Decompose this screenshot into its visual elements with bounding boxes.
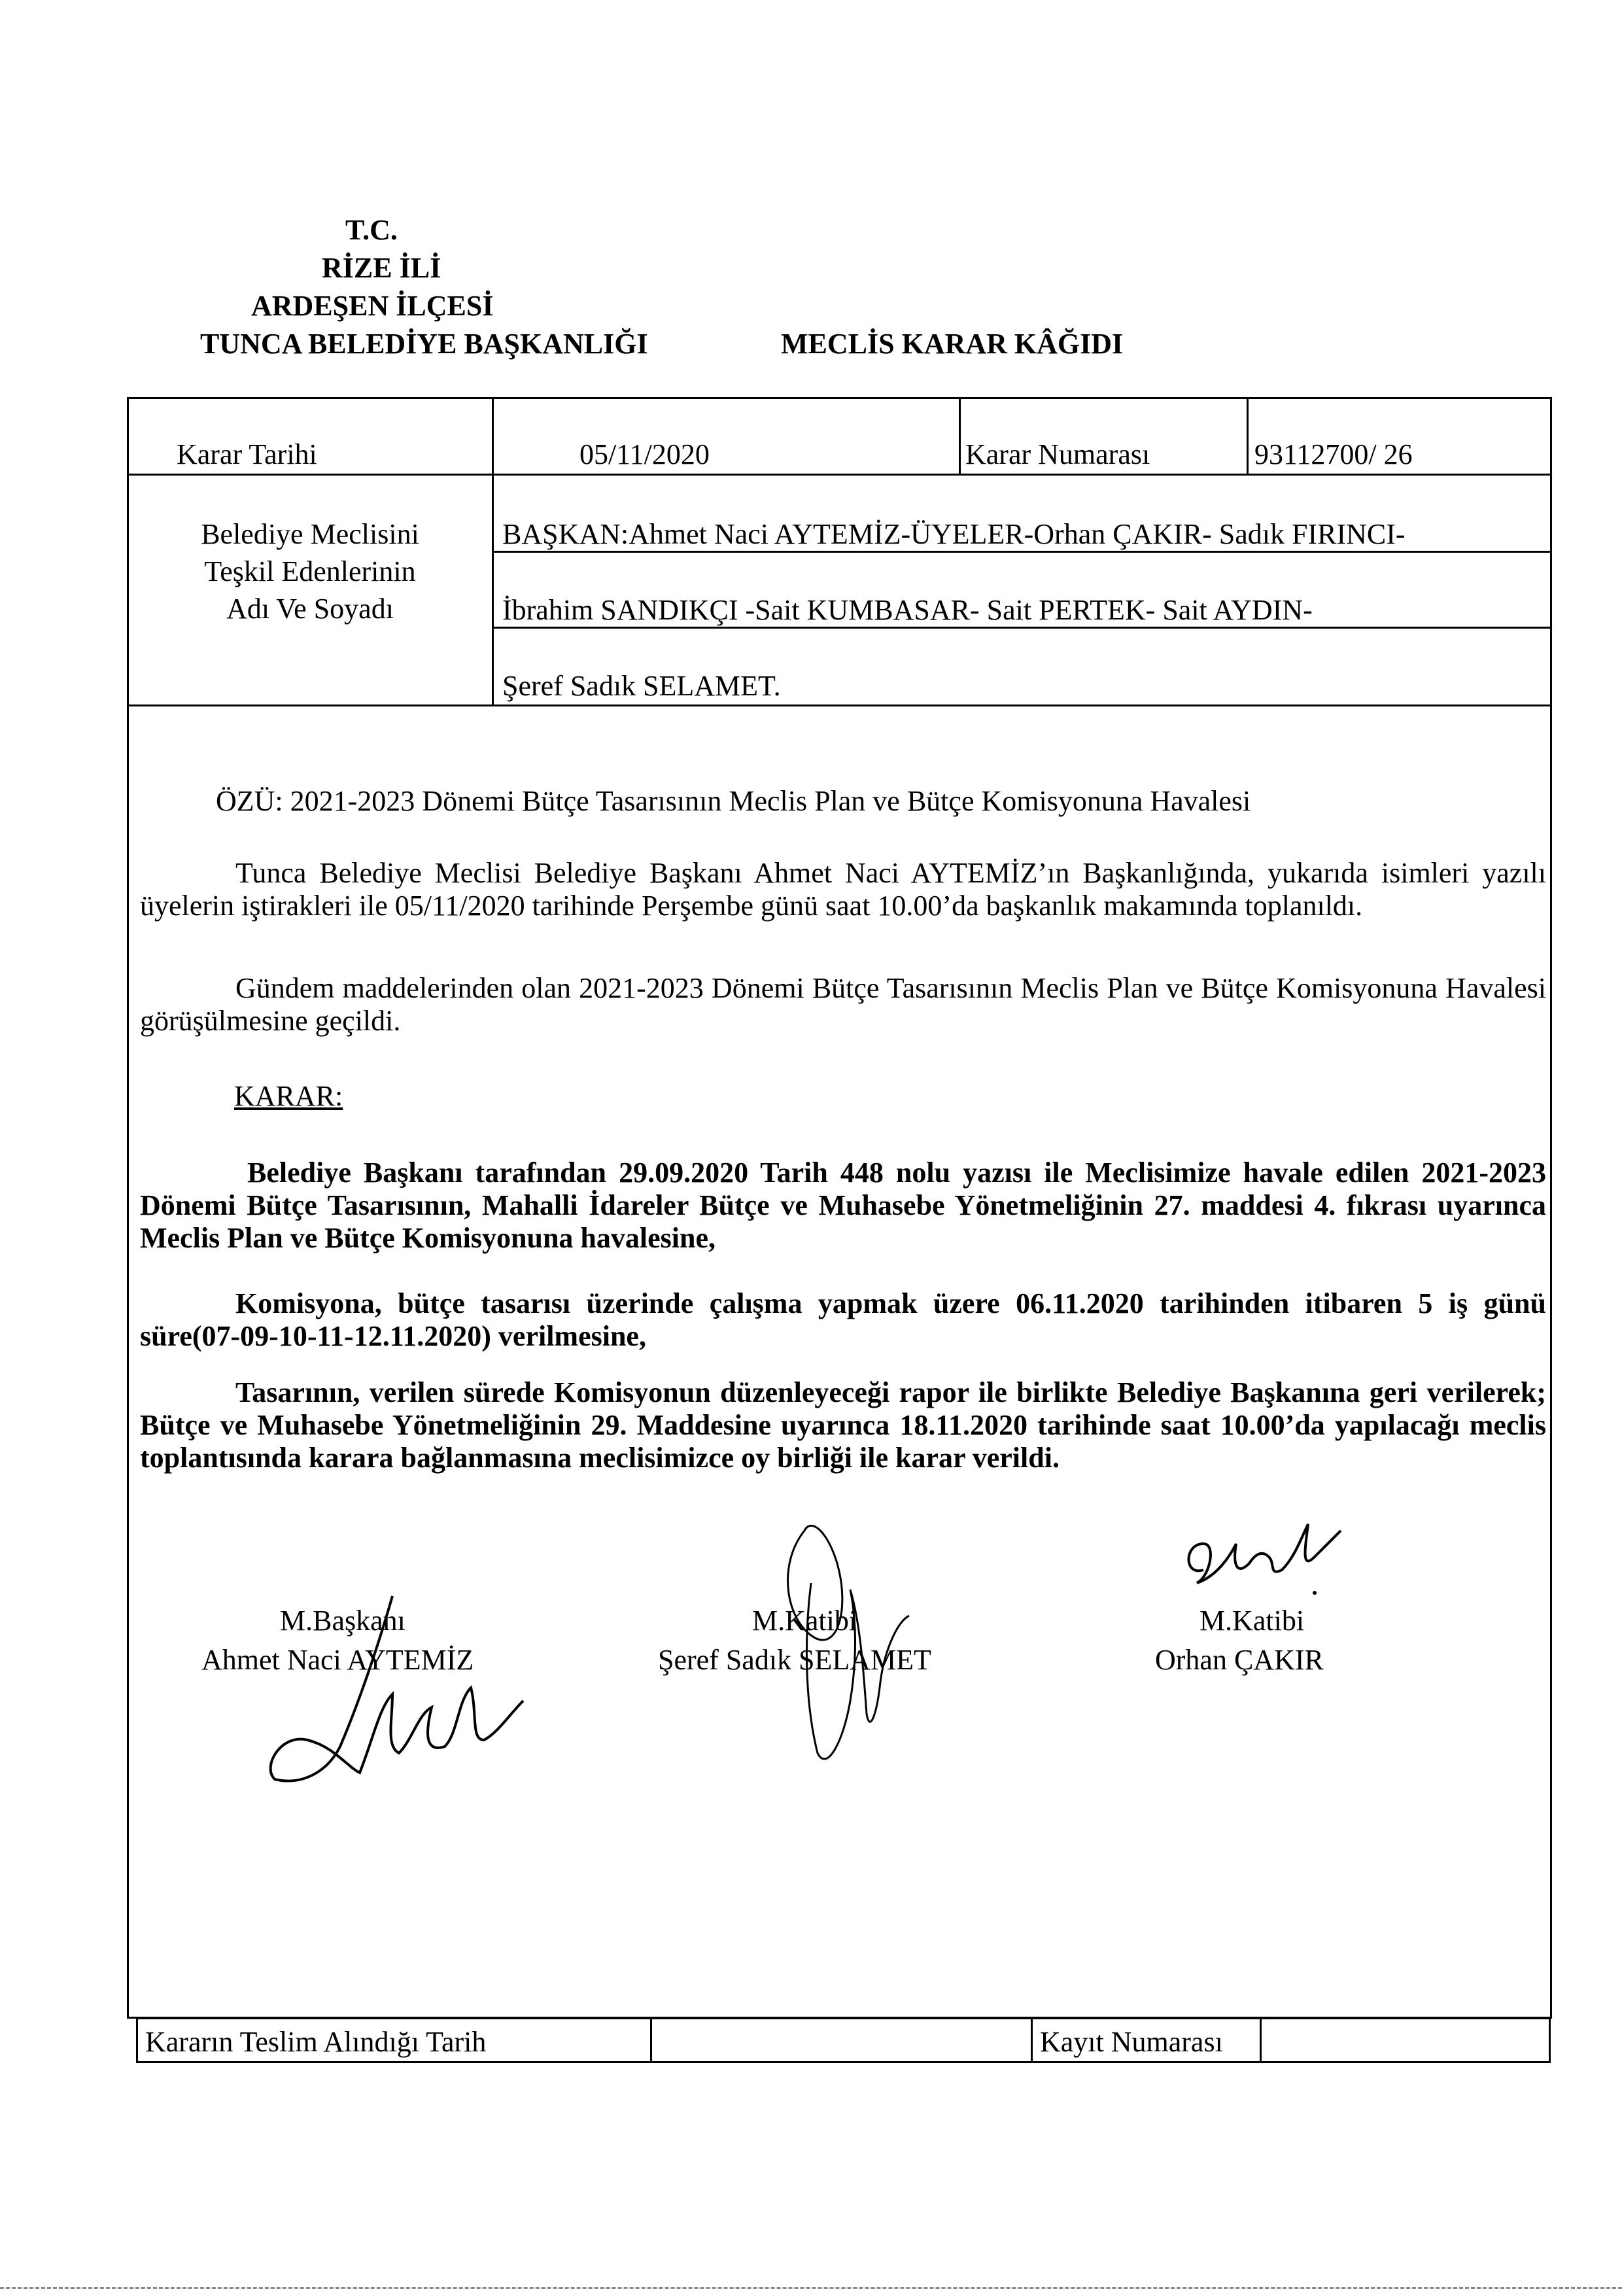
signature-2-scribble bbox=[765, 1505, 922, 1779]
members-line1-divider bbox=[492, 551, 1552, 553]
members-label-line2: Teşkil Edenlerinin bbox=[204, 555, 416, 587]
footer-col1-divider bbox=[650, 2017, 652, 2063]
ozu-line: ÖZÜ: 2021-2023 Dönemi Bütçe Tasarısının Meclis Plan ve Bütçe Komisyonuna Havalesi bbox=[216, 785, 1251, 817]
karar-numarasi-label: Karar Numarası bbox=[965, 438, 1150, 470]
members-label-line1: Belediye Meclisini bbox=[201, 518, 419, 550]
members-line-1: BAŞKAN:Ahmet Naci AYTEMİZ-ÜYELER-Orhan ÇAKIR- Sadık FIRINCI- bbox=[502, 518, 1406, 550]
header-kagit: MECLİS KARAR KÂĞIDI bbox=[781, 328, 1124, 360]
paragraph-2: Gündem maddelerinden olan 2021-2023 Dönemi Bütçe Tasarısının Meclis Plan ve Bütçe Komisyonuna Havalesi görüşülmesine geçildi. bbox=[140, 972, 1546, 1037]
signature-3-name: Orhan ÇAKIR bbox=[1155, 1644, 1324, 1676]
karar-item-2: Komisyona, bütçe tasarısı üzerinde çalışma yapmak üzere 06.11.2020 tarihinden itibaren 5 iş günü süre(07-09-10-11-12.11.2020) verilmesine, bbox=[140, 1287, 1546, 1352]
col2-divider bbox=[959, 397, 961, 474]
kayit-numarasi-label: Kayıt Numarası bbox=[1040, 2026, 1223, 2058]
members-line-3: Şeref Sadık SELAMET. bbox=[502, 670, 781, 702]
row1-divider bbox=[127, 474, 1552, 476]
col3-divider bbox=[1247, 397, 1249, 474]
info-table-bottom bbox=[127, 704, 1552, 706]
karar-tarihi-label: Karar Tarihi bbox=[177, 438, 317, 470]
teslim-tarihi-label: Kararın Teslim Alındığı Tarih bbox=[145, 2026, 487, 2058]
paragraph-1: Tunca Belediye Meclisi Belediye Başkanı Ahmet Naci AYTEMİZ’ın Başkanlığında, yukarıda isimleri yazılı üyelerin iştirakleri ile 05/11/2020 tarihinde Perşembe günü saat 10.00’da başkanlık makamında toplanıldı. bbox=[140, 857, 1546, 922]
signature-3-scribble bbox=[1177, 1518, 1347, 1603]
signature-2-title: M.Katibi bbox=[752, 1605, 857, 1637]
signature-1-name: Ahmet Naci AYTEMİZ bbox=[201, 1644, 474, 1676]
header-il: RİZE İLİ bbox=[322, 252, 441, 284]
karar-item-3: Tasarının, verilen sürede Komisyonun düzenleyeceği rapor ile birlikte Belediye Başkanına geri verilerek; Bütçe ve Muhasebe Yönetmeliğinin 29. Maddesine uyarınca 18.11.2020 tarihinde saat 10.00’da yapılacağı meclis toplantısında karara bağlanmasına meclisimizce oy birliği ile karar verildi. bbox=[140, 1376, 1546, 1474]
scan-edge-line bbox=[0, 2287, 1622, 2289]
karar-numarasi-value: 93112700/ 26 bbox=[1254, 438, 1413, 470]
signature-2-name: Şeref Sadık SELAMET bbox=[658, 1644, 931, 1676]
karar-tarihi-value: 05/11/2020 bbox=[579, 438, 710, 470]
signature-1-scribble bbox=[262, 1590, 536, 1799]
header-belediye: TUNCA BELEDİYE BAŞKANLIĞI bbox=[200, 328, 648, 360]
footer-col2-divider bbox=[1031, 2017, 1033, 2063]
footer-col3-divider bbox=[1260, 2017, 1262, 2063]
header-ilce: ARDEŞEN İLÇESİ bbox=[251, 290, 494, 322]
members-line-2: İbrahim SANDIKÇI -Sait KUMBASAR- Sait PERTEK- Sait AYDIN- bbox=[502, 594, 1313, 626]
members-label-line3: Adı Ve Soyadı bbox=[226, 593, 394, 625]
members-line2-divider bbox=[492, 627, 1552, 629]
karar-item-1: Belediye Başkanı tarafından 29.09.2020 Tarih 448 nolu yazısı ile Meclisimize havale edilen 2021-2023 Dönemi Bütçe Tasarısının, Mahalli İdareler Bütçe ve Muhasebe Yönetmeliğinin 27. maddesi 4. fıkrası uyarınca Meclis Plan ve Bütçe Komisyonuna havalesine, bbox=[140, 1157, 1546, 1254]
karar-heading: KARAR: bbox=[234, 1080, 343, 1112]
header-tc: T.C. bbox=[345, 214, 398, 246]
signature-1-title: M.Başkanı bbox=[280, 1605, 406, 1637]
signature-3-title: M.Katibi bbox=[1199, 1605, 1305, 1637]
